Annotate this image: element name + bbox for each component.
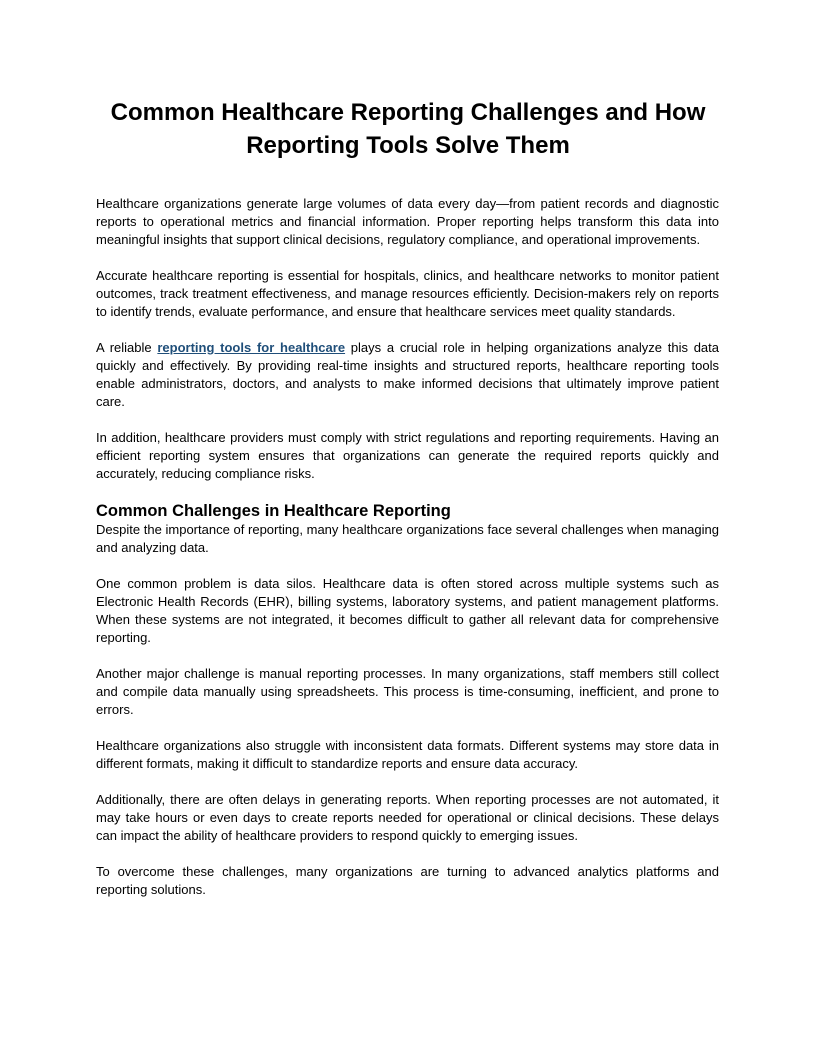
section-paragraph-1: Despite the importance of reporting, many healthcare organizations face several challenges when managing and analyzing data. <box>96 522 719 555</box>
link-paragraph-before: A reliable <box>96 340 158 355</box>
document-body <box>96 195 719 917</box>
section-paragraph-3: Another major challenge is manual reporting processes. In many organizations, staff members still collect and compile data manually using spreadsheets. This process is time-consuming, inefficient, and prone to errors. <box>96 666 719 717</box>
link-paragraph <box>96 339 719 411</box>
intro-paragraph-2: Accurate healthcare reporting is essential for hospitals, clinics, and healthcare networks to monitor patient outcomes, track treatment effectiveness, and manage resources efficiently. Decision-makers rely on reports to identify trends, evaluate performance, and ensure that healthcare services meet quality standards. <box>96 268 719 319</box>
document-title: Common Healthcare Reporting Challenges and How Reporting Tools Solve Them <box>110 99 706 159</box>
link-paragraph-after: plays a crucial role in helping organizations analyze this data quickly and effectively. By providing real-time insights and structured reports, healthcare reporting tools enable administrators, doctors, and analysts to make informed decisions that ultimately improve patient care. <box>96 340 720 409</box>
reporting-tools-link[interactable]: reporting tools for healthcare <box>157 340 346 355</box>
section-paragraph-6: To overcome these challenges, many organizations are turning to advanced analytics platforms and reporting solutions. <box>96 864 719 897</box>
section-heading: Common Challenges in Healthcare Reporting <box>96 502 451 520</box>
section-paragraph-5: Additionally, there are often delays in generating reports. When reporting processes are not automated, it may take hours or even days to create reports needed for operational or clinical decisions. These delays can impact the ability of healthcare providers to respond quickly to emerging issues. <box>96 792 719 843</box>
compliance-paragraph: In addition, healthcare providers must comply with strict regulations and reporting requirements. Having an efficient reporting system ensures that organizations can generate the required reports quickly and accurately, reducing compliance risks. <box>96 430 719 481</box>
section-paragraph-2: One common problem is data silos. Healthcare data is often stored across multiple systems such as Electronic Health Records (EHR), billing systems, laboratory systems, and patient management platforms. When these systems are not integrated, it becomes difficult to gather all relevant data for comprehensive reporting. <box>96 576 719 645</box>
intro-paragraph-1: Healthcare organizations generate large volumes of data every day—from patient records and diagnostic reports to operational metrics and financial information. Proper reporting helps transform this data into meaningful insights that support clinical decisions, regulatory compliance, and operational improvements. <box>96 196 719 247</box>
section-paragraph-4: Healthcare organizations also struggle with inconsistent data formats. Different systems may store data in different formats, making it difficult to standardize reports and ensure data accuracy. <box>96 738 719 771</box>
